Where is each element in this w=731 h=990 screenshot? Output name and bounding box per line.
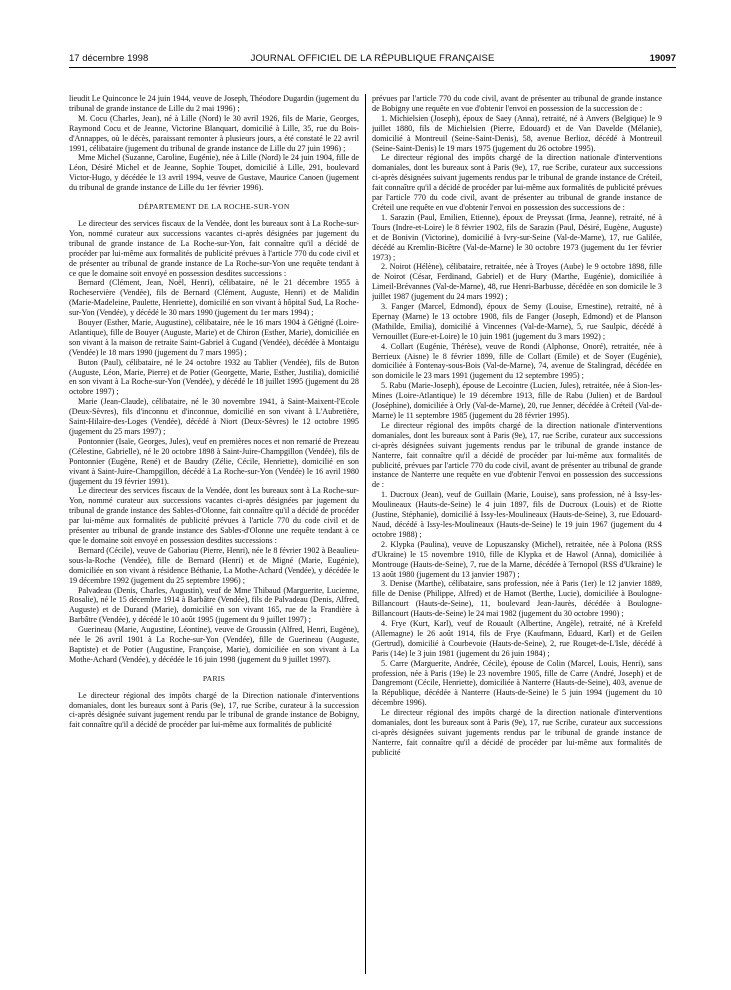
section-heading: DÉPARTEMENT DE LA ROCHE-SUR-YON: [138, 202, 290, 212]
paragraph: Bernard (Clément, Jean, Noël, Henri), célibataire, né le 21 décembre 1955 à Rocheservière (Vendée), fils de Bernard (Clément, Auguste, Henri) et de Malidin (Marie-Madeleine, Paulette, Henriette), domicilié en son vivant à hôpital Sud, La Roche-sur-Yon (Vendée), y décédé le 30 mars 1990 (jugement du 1er mars 1994) ;: [69, 278, 359, 318]
paragraph: Bouyer (Esther, Marie, Augustine), célibataire, née le 16 mars 1904 à Gétigné (Loire-Atlantique), fille de Bouyer (Auguste, Marie) et de Chiron (Esther, Marie), domiciliée en son vivant à la maison de retraite Saint-Gabriel à Cugand (Vendée), décédée à Montaigu (Vendée) le 18 mars 1990 (jugement du 7 mars 1995) ;: [69, 318, 359, 357]
header-journal-title: JOURNAL OFFICIEL DE LA RÉPUBLIQUE FRANÇAISE: [250, 53, 495, 64]
paragraph: Pontonnier (Isaïe, Georges, Jules), veuf en premières noces et non remarié de Prezeau (Célestine, Gabrielle), né le 20 octobre 1898 à Saint-Juire-Champgillon (Vendée), fils de Pontonnier (Eugène, René) et de Baudry (Zélie, Cécile, Henriette), domicilié en son vivant à Saint-Juire-Champgillon, décédé à La Roche-sur-Yon (Vendée) le 16 avril 1980 (jugement du 19 février 1991).: [69, 436, 359, 486]
paragraph: Le directeur régional des impôts chargé de la direction nationale d'interventions domaniales, dont les bureaux sont à Paris (9e), 17, rue Scribe, curateur aux successions ci-après désignées suivant jugements rendus par le tribunal de grande instance de Nanterre, fait connaître qu'il a décidé de procéder par lui-même aux formalités de publicité: [372, 708, 662, 757]
paragraph: 4. Collart (Eugénie, Thérèse), veuve de Rondi (Alphonse, Onoré), retraitée, née à Berrieux (Aisne) le 8 février 1899, fille de Collart (Emile) et de Soyer (Eugénie), domiciliée à Fontenay-sous-Bois (Val-de-Marne), 74, avenue de Stalingrad, décédée en son domicile le 23 mars 1991 (jugement du 12 septembre 1995) ;: [372, 341, 662, 381]
paragraph: 1. Michielsien (Joseph), époux de Saey (Anna), retraité, né à Anvers (Belgique) le 9 juillet 1880, fils de Michielsien (Pierre, Edouard) et de Van Davelde (Mélanie), domicilié à Montreuil (Seine-Saint-Denis), 58, avenue Berlioz, décédé à Montreuil (Seine-Saint-Denis) le 19 mars 1975 (jugement du 26 octobre 1995).: [372, 113, 662, 153]
paragraph: Le directeur régional des impôts chargé de la direction nationale d'interventions domaniales, dont les bureaux sont à Paris (9e), 17, rue Scribe, curateur aux successions ci-après désignées suivant jugements rendus par le tribunal de grande instance de Nanterre, fait connaître qu'il a décidé de procéder par lui-même aux formalités de publicité, prévues par l'article 770 du code civil, avant de présenter au tribunal de grande instance de Nanterre une requête en vue d'obtenir l'envoi en possession des successions de :: [372, 420, 662, 490]
running-header: [69, 53, 676, 67]
paragraph: 4. Frye (Kurt, Karl), veuf de Rouault (Albertine, Angèle), retraité, né à Krefeld (Allemagne) le 26 août 1914, fils de Frye (Kaufmann, Eduard, Karl) et de Geilen (Gertrud), domicilié à Courbevoie (Hauts-de-Seine), 2, rue Rouget-de-L'Isle, décédé à Paris (14e) le 3 juin 1981 (jugement du 26 juin 1984) ;: [372, 619, 662, 658]
paragraph: Le directeur régional des impôts chargé de la direction nationale d'interventions domaniales, dont les bureaux sont à Paris (9e), 17, rue Scribe, curateur aux successions ci-après désignées suivant jugements rendus par le tribunal de grande instance de Créteil, fait connaître qu'il a décidé de procéder par lui-même aux formalités de publicité prévues par l'article 770 du code civil, avant de présenter au tribunal de grande instance de Créteil une requête en vue d'obtenir l'envoi en possession des successions de :: [372, 153, 662, 212]
paragraph: 2. Klypka (Paulina), veuve de Lopuszansky (Michel), retraitée, née à Polona (RSS d'Ukraine) le 15 novembre 1910, fille de Klypka et de Hawol (Anna), domiciliée à Montrouge (Hauts-de-Seine), 7, rue de la Marne, décédée à Ternopol (RSS d'Ukraine) le 13 août 1980 (jugement du 13 janvier 1987) ;: [372, 539, 662, 579]
paragraph: Guerineau (Marie, Augustine, Léontine), veuve de Groussin (Alfred, Henri, Eugène), née le 26 avril 1901 à La Roche-sur-Yon (Vendée), fille de Guerineau (Auguste, Baptiste) et de Potier (Augustine, Françoise, Marie), domiciliée en son vivant à La Mothe-Achard (Vendée), y décédée le 16 juin 1998 (jugement du 9 juillet 1997).: [69, 625, 359, 664]
section-heading: PARIS: [202, 673, 226, 683]
header-date: 17 décembre 1998: [69, 53, 149, 64]
paragraph: Marie (Jean-Claude), célibataire, né le 30 novembre 1941, à Saint-Maixent-l'Ecole (Deux-Sèvres), fils d'inconnu et d'inconnue, domicilié en son vivant à L'Aubretière, Saint-Hilaire-des-Loges (Vendée), décédé à Niort (Deux-Sèvres) le 12 octobre 1995 (jugement du 25 mars 1997) ;: [69, 397, 359, 436]
paragraph: Palvadeau (Denis, Charles, Augustin), veuf de Mme Thibaud (Marguerite, Lucienne, Rosalie), né le 15 décembre 1914 à Barbâtre (Vendée), fils de Palvadeau (Denis, Alfred, Auguste) et de Durand (Marie), domicilié en son vivant 165, rue de la Frandière à Barbâtre (Vendée), y décédé le 10 août 1995 (jugement du 9 juillet 1997) ;: [69, 585, 359, 625]
paragraph: Le directeur régional des impôts chargé de la Direction nationale d'interventions domaniales, dont les bureaux sont à Paris (9e), 17, rue Scribe, curateur à la succession ci-après désignée suivant jugement rendu par le tribunal de grande instance de Bobigny, fait connaître qu'il a décidé de procéder par lui-même aux formalités de publicité: [69, 690, 359, 730]
paragraph: 1. Sarazin (Paul, Emilien, Etienne), époux de Preyssat (Irma, Jeanne), retraité, né à Tours (Indre-et-Loire) le 8 février 1902, fils de Sarazin (Paul, Désiré, Eugène, Auguste) et de Bonivin (Victorine), domicilié à Ivry-sur-Seine (Val-de-Marne), 17, rue Galilée, décédé au Kremlin-Bicêtre (Val-de-Marne) le 30 octobre 1973 (jugement du 1er février 1973) ;: [372, 212, 662, 262]
paragraph: lieudit Le Quinconce le 24 juin 1944, veuve de Joseph, Théodore Dugardin (jugement du tribunal de grande instance de Lille du 2 mai 1996) ;: [69, 94, 359, 113]
paragraph: 5. Rabu (Marie-Joseph), épouse de Lecointre (Lucien, Jules), retraitée, née à Sion-les-Mines (Loire-Atlantique) le 19 décembre 1913, fille de Rabu (Julien) et de Bardoul (Joséphine), domiciliée à Orly (Val-de-Marne), 20, rue Jenner, décédée à Créteil (Val-de-Marne) le 11 septembre 1985 (jugement du 28 février 1995).: [372, 381, 662, 420]
paragraph: Le directeur des services fiscaux de la Vendée, dont les bureaux sont à La Roche-sur-Yon, nommé curateur aux successions vacantes ci-après désignées par jugement du tribunal de grande instance de La Roche-sur-Yon, fait connaître qu'il a décidé de procéder par lui-même aux formalités de publicité prévues à l'article 770 du code civil et de présenter au tribunal de grande instance de La Roche-sur-Yon une requête tendant à ce que le domaine soit envoyé en possession desdites successions :: [69, 218, 359, 278]
column-divider: [365, 94, 366, 974]
paragraph: prévues par l'article 770 du code civil, avant de présenter au tribunal de grande instance de Bobigny une requête en vue d'obtenir l'envoi en possession de la succession de :: [372, 94, 662, 113]
paragraph: M. Cocu (Charles, Jean), né à Lille (Nord) le 30 avril 1926, fils de Marie, Georges, Raymond Cocu et de Jeanne, Victorine Blanquart, domicilié à Lille, 35, rue du Bois-d'Annappes, où le décès, paraissant remonter à plusieurs jours, a été constaté le 22 avril 1991, célibataire (jugement du tribunal de grande instance de Lille du 27 juin 1996) ;: [69, 113, 359, 153]
paragraph: 5. Carre (Marguerite, Andrée, Cécile), épouse de Colin (Marcel, Louis, Henri), sans profession, née à Paris (19e) le 23 novembre 1905, fille de Carre (André, Joseph) et de Dangremont (Cécile, Henriette), domiciliée à Nanterre (Hauts-de-Seine), 403, avenue de la République, décédée à Nanterre (Hauts-de-Seine) le 5 juin 1994 (jugement du 10 décembre 1996).: [372, 658, 662, 708]
header-page-number: 19097: [649, 53, 676, 64]
paragraph: Le directeur des services fiscaux de la Vendée, dont les bureaux sont à La Roche-sur-Yon, nommé curateur aux successions vacantes ci-après désignées par jugement du tribunal de grande instance des Sables-d'Olonne, fait connaître qu'il a décidé de procéder par lui-même aux formalités de publicité prévues à l'article 770 du code civil et de présenter au tribunal de grande instance des Sables-d'Olonne une requête tendant à ce que le domaine soit envoyé en possession desdites successions :: [69, 486, 359, 545]
paragraph: 3. Fanger (Marcel, Edmond), époux de Semy (Louise, Ernestine), retraité, né à Epernay (Marne) le 13 octobre 1908, fils de Fanger (Joseph, Edmond) et de Planson (Mathilde, Emilia), domicilié à Vincennes (Val-de-Marne), 5, rue Saulpic, décédé à Vernouillet (Eure-et-Loire) le 10 juin 1981 (jugement du 3 mars 1992) ;: [372, 302, 662, 341]
paragraph: 1. Ducroux (Jean), veuf de Guillain (Marie, Louise), sans profession, né à Issy-les-Moulineaux (Hauts-de-Seine) le 4 juin 1897, fils de Ducroux (Louis) et de Riotte (Justine, Stéphanie), domicilié à Issy-les-Moulineaux (Hauts-de-Seine), 3, rue Edouard-Naud, décédé à Issy-les-Moulineaux (Hauts-de-Seine) le 19 juin 1967 (jugement du 4 octobre 1988) ;: [372, 490, 662, 539]
paragraph: 3. Denise (Marthe), célibataire, sans profession, née à Paris (1er) le 12 janvier 1889, fille de Denise (Philippe, Alfred) et de Hamot (Berthe, Lucie), domiciliée à Boulogne-Billancourt (Hauts-de-Seine), 11, boulevard Jean-Jaurès, décédée à Boulogne-Billancourt (Hauts-de-Seine) le 24 mai 1982 (jugement du 30 octobre 1990) ;: [372, 579, 662, 619]
paragraph: Buton (Paul), célibataire, né le 24 octobre 1932 au Tablier (Vendée), fils de Buton (Auguste, Léon, Marie, Pierre) et de Potier (Georgette, Marie, Esther, Justilia), domicilié en son vivant à La Roche-sur-Yon (Vendée), y décédé le 18 juillet 1995 (jugement du 28 octobre 1997) ;: [69, 357, 359, 397]
paragraph: Mme Michel (Suzanne, Caroline, Eugénie), née à Lille (Nord) le 24 juin 1904, fille de Léon, Désiré Michel et de Jeanne, Sophie Toupet, domicilié à Lille, 291, boulevard Victor-Hugo, y décédée le 13 avril 1994, veuve de Gustave, Maurice Canoen (jugement du tribunal de grande instance de Lille du 1er février 1996).: [69, 153, 359, 193]
left-column: [69, 94, 359, 978]
paragraph: 2. Noirot (Hélène), célibataire, retraitée, née à Troyes (Aube) le 9 octobre 1898, fille de Noirot (César, Ferdinand, Gabriel) et de Hury (Marthe, Eugénie), domiciliée à Limeil-Brévannes (Val-de-Marne), 48, rue Henri-Barbusse, décédée en son domicile le 3 juillet 1987 (jugement du 24 mars 1992) ;: [372, 262, 662, 302]
header-rule: [69, 67, 676, 68]
right-column: [372, 94, 662, 978]
paragraph: Bernard (Cécile), veuve de Gaboriau (Pierre, Henri), née le 8 février 1902 à Beaulieu-sous-la-Roche (Vendée), fille de Bernard (Henri) et de Migné (Marie, Eugénie), domiciliée en son vivant à résidence Béthanie, La Mothe-Achard (Vendée), y décédée le 19 décembre 1992 (jugement du 25 septembre 1996) ;: [69, 545, 359, 585]
